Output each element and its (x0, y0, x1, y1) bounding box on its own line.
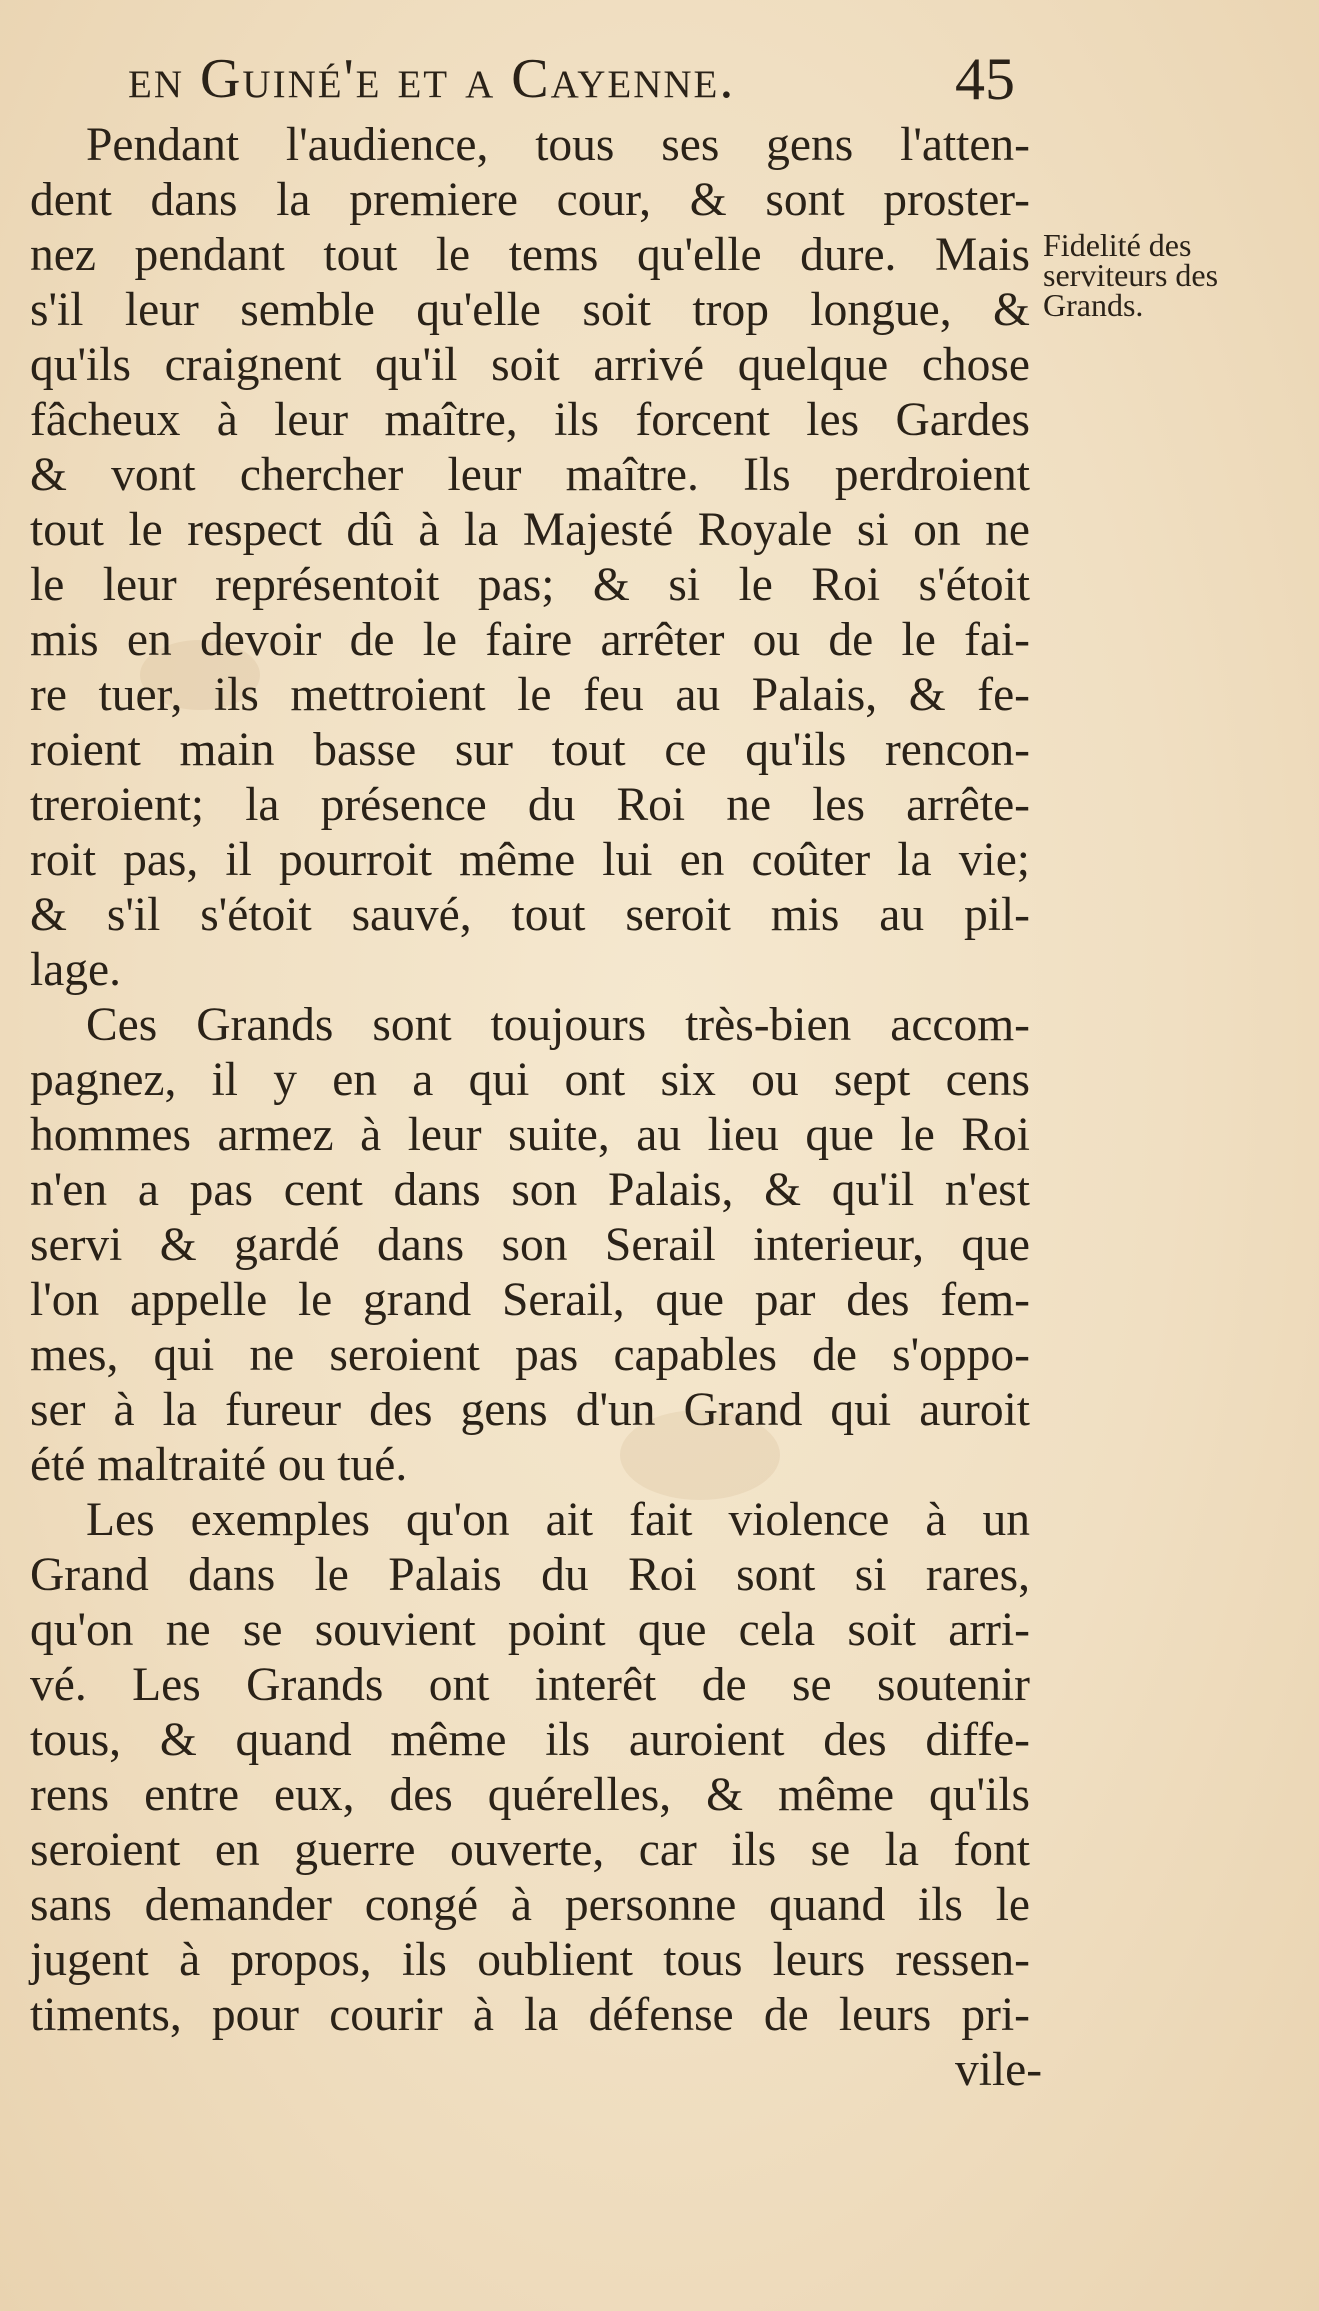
margin-note (1043, 227, 1313, 323)
text-line: ser à la fureur des gens d'un Grand qui auroit (30, 1384, 1030, 1436)
text-line: qu'on ne se souvient point que cela soit arri- (30, 1604, 1030, 1656)
text-line: seroient en guerre ouverte, car ils se la font (30, 1824, 1030, 1876)
catchword: vile- (955, 2044, 1043, 2096)
text-line: s'il leur semble qu'elle soit trop longue, & (30, 284, 1030, 336)
text-line: le leur représentoit pas; & si le Roi s'étoit (30, 559, 1030, 611)
text-line: vé. Les Grands ont interêt de se soutenir (30, 1659, 1030, 1711)
text-line: dent dans la premiere cour, & sont proster- (30, 174, 1030, 226)
text-line: pagnez, il y en a qui ont six ou sept cens (30, 1054, 1030, 1106)
text-line: jugent à propos, ils oublient tous leurs ressen- (30, 1934, 1030, 1986)
text-line: fâcheux à leur maître, ils forcent les Gardes (30, 394, 1030, 446)
margin-note-line: serviteurs des (1043, 257, 1219, 293)
text-line: mis en devoir de le faire arrêter ou de le fai- (30, 614, 1030, 666)
text-line: & s'il s'étoit sauvé, tout seroit mis au pil- (30, 889, 1030, 941)
text-line: roient main basse sur tout ce qu'ils rencon- (30, 724, 1030, 776)
text-line: Ces Grands sont toujours très-bien accom- (86, 999, 1030, 1051)
text-line: n'en a pas cent dans son Palais, & qu'il n'est (30, 1164, 1030, 1216)
text-line: & vont chercher leur maître. Ils perdroient (30, 449, 1030, 501)
page-header (0, 44, 1060, 114)
text-line: lage. (30, 944, 121, 996)
text-line: été maltraité ou tué. (30, 1439, 408, 1491)
text-line: Les exemples qu'on ait fait violence à un (86, 1494, 1030, 1546)
text-line: nez pendant tout le tems qu'elle dure. Mais (30, 229, 1030, 281)
text-line: tous, & quand même ils auroient des diffe- (30, 1714, 1030, 1766)
text-line: Pendant l'audience, tous ses gens l'atten- (86, 119, 1030, 171)
page-number: 45 (955, 46, 1015, 112)
text-line: rens entre eux, des quérelles, & même qu'ils (30, 1769, 1030, 1821)
text-line: Grand dans le Palais du Roi sont si rares, (30, 1549, 1030, 1601)
text-line: re tuer, ils mettroient le feu au Palais, & fe- (30, 669, 1030, 721)
text-line: mes, qui ne seroient pas capables de s'oppo- (30, 1329, 1030, 1381)
text-line: tout le respect dû à la Majesté Royale si on ne (30, 504, 1030, 556)
text-line: hommes armez à leur suite, au lieu que le Roi (30, 1109, 1030, 1161)
margin-note-line: Fidelité des (1043, 227, 1192, 263)
text-line: roit pas, il pourroit même lui en coûter la vie; (30, 834, 1030, 886)
text-line: timents, pour courir à la défense de leurs pri- (30, 1989, 1030, 2041)
text-line: sans demander congé à personne quand ils le (30, 1879, 1030, 1931)
running-title: en Guiné'e et a Cayenne. (128, 48, 736, 110)
text-line: l'on appelle le grand Serail, que par des fem- (30, 1274, 1030, 1326)
margin-note-line: Grands. (1043, 287, 1144, 323)
text-line: treroient; la présence du Roi ne les arrête- (30, 779, 1030, 831)
text-line: servi & gardé dans son Serail interieur, que (30, 1219, 1030, 1271)
text-line: qu'ils craignent qu'il soit arrivé quelque chose (30, 339, 1030, 391)
